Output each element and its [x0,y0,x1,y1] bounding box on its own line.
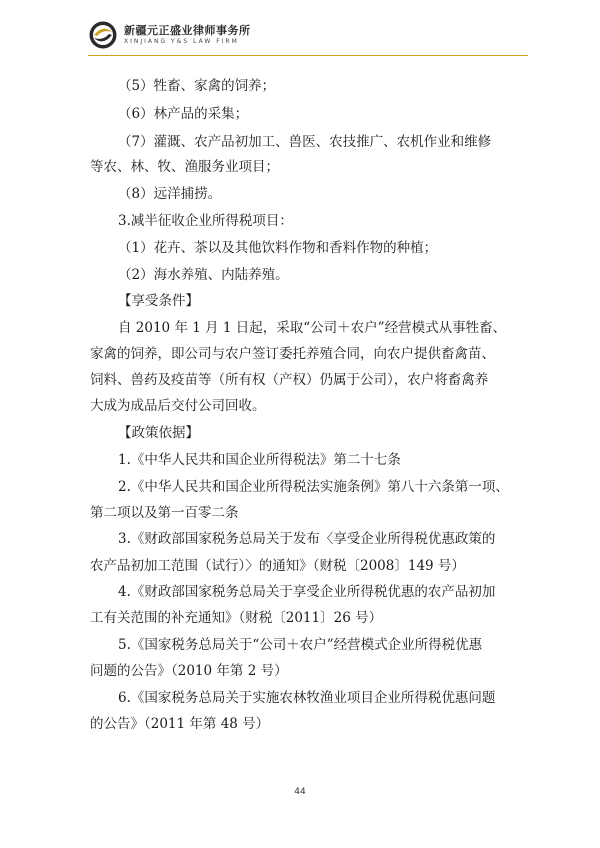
conditions-para-4: 大成为成品后交付公司回收。 [90,398,266,414]
list-item-8: （8）远洋捕捞。 [118,186,222,202]
firm-logo-icon [88,20,118,50]
page-number: 44 [294,787,306,797]
section-3-heading: 3.减半征收企业所得税项目： [118,213,293,229]
conditions-heading: 【享受条件】 [118,293,199,309]
firm-name-en: XINJIANG Y&S LAW FIRM [124,38,239,45]
basis-item-5-cont: 问题的公告》（2010 年第 2 号） [90,663,288,679]
conditions-para-3: 饲料、兽药及疫苗等（所有权（产权）仍属于公司），农户将畜禽养 [90,372,489,388]
conditions-para-1: 自 2010 年 1 月 1 日起，采取“公司＋农户”经营模式从事牲畜、 [118,320,507,336]
basis-item-4: 4.《财政部国家税务总局关于享受企业所得税优惠的农产品初加 [118,584,496,600]
list-item-7-cont: 等农、林、牧、渔服务业项目； [90,159,279,175]
list-item-5: （5）牲畜、家禽的饲养； [118,78,276,94]
basis-item-4-cont: 工有关范围的补充通知》（财税〔2011〕26 号） [90,610,383,626]
basis-item-3-cont: 农产品初加工范围（试行）〉的通知》（财税〔2008〕149 号） [90,558,465,574]
basis-item-3: 3.《财政部国家税务总局关于发布〈享受企业所得税优惠政策的 [118,531,496,547]
basis-item-5: 5.《国家税务总局关于“公司＋农户”经营模式企业所得税优惠 [118,637,483,653]
half-tax-item-1: （1）花卉、茶以及其他饮料作物和香料作物的种植； [118,240,438,256]
conditions-para-2: 家禽的饲养，即公司与农户签订委托养殖合同，向农户提供畜禽苗、 [90,346,495,362]
firm-name-cn: 新疆元正盛业律师事务所 [124,24,251,37]
basis-item-6-cont: 的公告》（2011 年第 48 号） [90,716,270,732]
header-divider [88,55,528,56]
basis-heading: 【政策依据】 [118,425,199,441]
document-header [88,18,528,58]
basis-item-6: 6.《国家税务总局关于实施农林牧渔业项目企业所得税优惠问题 [118,690,496,706]
basis-item-2-cont: 第二项以及第一百零二条 [90,505,239,521]
basis-item-1: 1.《中华人民共和国企业所得税法》第二十七条 [118,452,401,468]
half-tax-item-2: （2）海水养殖、内陆养殖。 [118,267,289,283]
list-item-7: （7）灌溉、农产品初加工、兽医、农技推广、农机作业和维修 [118,134,492,150]
basis-item-2: 2.《中华人民共和国企业所得税法实施条例》第八十六条第一项、 [118,479,509,495]
list-item-6: （6）林产品的采集； [118,106,249,122]
